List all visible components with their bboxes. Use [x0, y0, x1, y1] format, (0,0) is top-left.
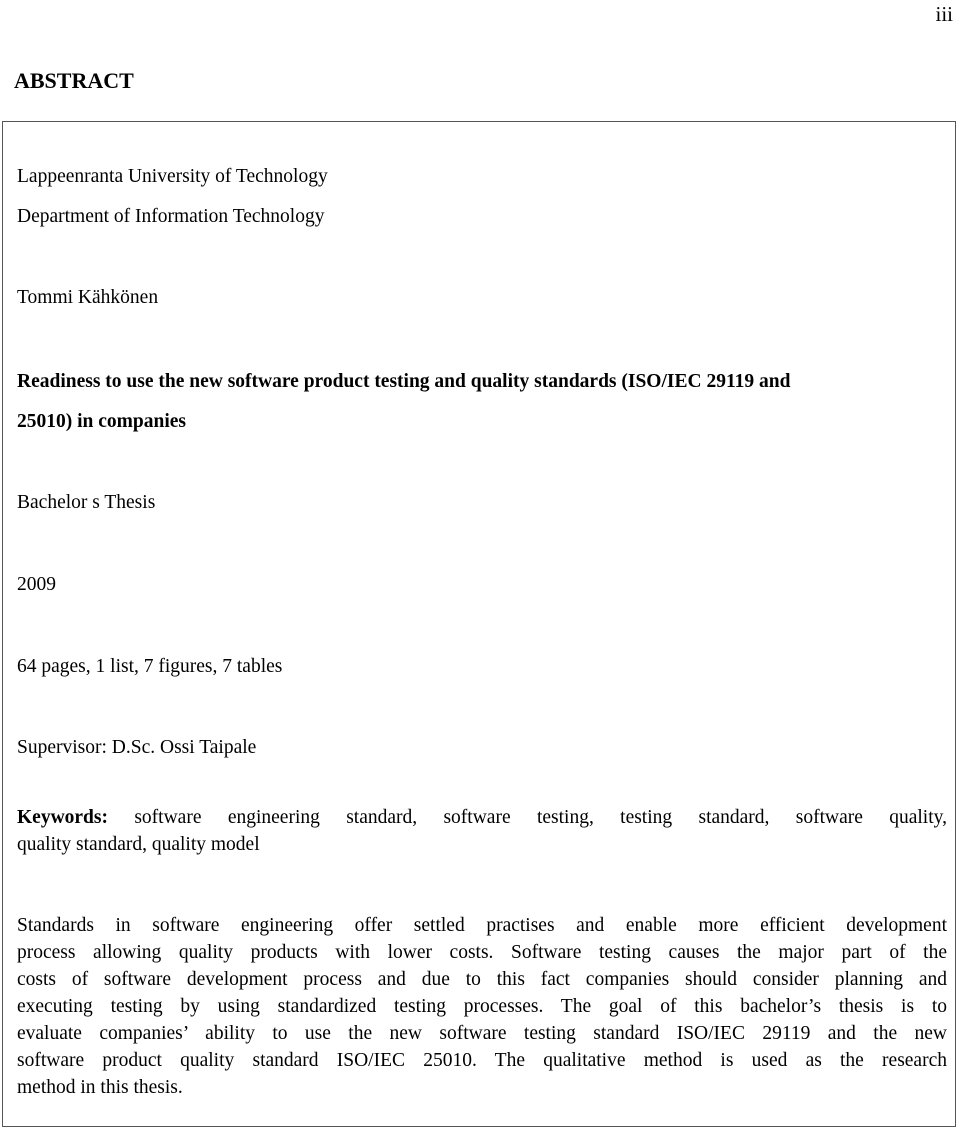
thesis-year: 2009	[17, 574, 56, 595]
keywords-line-1	[17, 804, 947, 831]
abstract-body-line: costs of software development process and due to this fact companies should consider planning and	[17, 969, 947, 990]
thesis-title-line-2: 25010) in companies	[17, 411, 187, 432]
department-name: Department of Information Technology	[17, 206, 325, 227]
abstract-body-line: software product quality standard ISO/IEC 25010. The qualitative method is used as the research	[17, 1050, 947, 1071]
supervisor: Supervisor: D.Sc. Ossi Taipale	[17, 737, 257, 758]
keywords-line-2: quality standard, quality model	[17, 834, 260, 855]
keywords	[17, 804, 947, 858]
abstract-body-line: executing testing by using standardized testing processes. The goal of this bachelor’s thesis is to	[17, 996, 947, 1017]
abstract-body	[17, 912, 947, 1101]
abstract-body-line: Standards in software engineering offer settled practises and enable more efficient development	[17, 915, 947, 936]
keywords-label: Keywords:	[17, 807, 108, 828]
abstract-body-line: process allowing quality products with lower costs. Software testing causes the major part of the	[17, 942, 947, 963]
abstract-body-line: method in this thesis.	[17, 1077, 183, 1098]
university-name: Lappeenranta University of Technology	[17, 166, 328, 187]
thesis-extent: 64 pages, 1 list, 7 figures, 7 tables	[17, 656, 283, 677]
author-name: Tommi Kähkönen	[17, 287, 159, 308]
thesis-type: Bachelor s Thesis	[17, 492, 156, 513]
keywords-text-1: software engineering standard, software testing, testing standard, software quality,	[134, 807, 947, 828]
thesis-title-line-1: Readiness to use the new software product testing and quality standards (ISO/IEC 29119 and	[17, 371, 791, 392]
abstract-body-line: evaluate companies’ ability to use the new software testing standard ISO/IEC 29119 and the new	[17, 1023, 947, 1044]
page-number: iii	[935, 2, 953, 26]
abstract-box	[2, 121, 956, 1127]
abstract-heading: ABSTRACT	[14, 68, 134, 93]
